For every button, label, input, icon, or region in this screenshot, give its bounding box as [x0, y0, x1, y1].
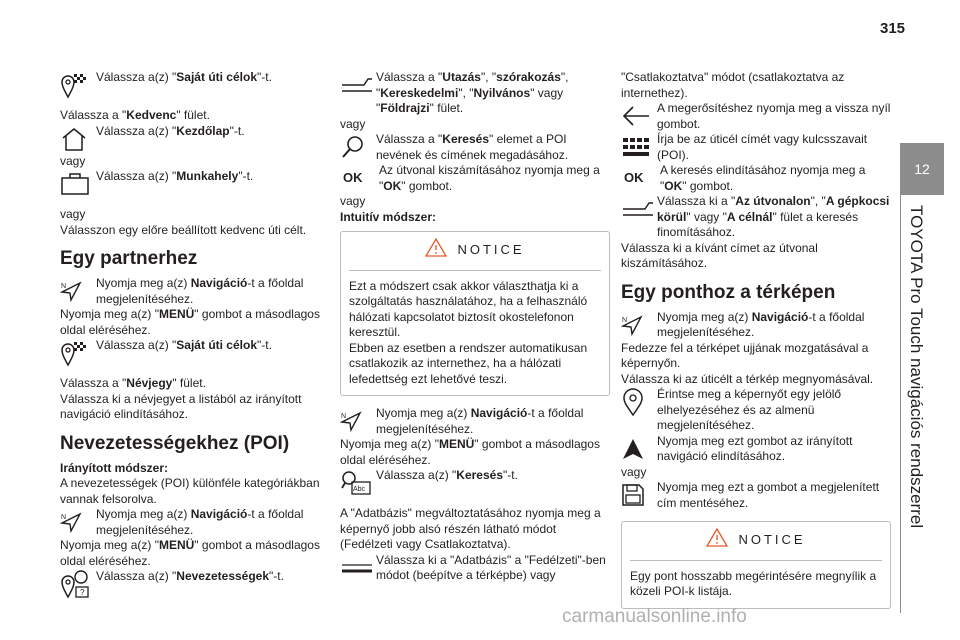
col3-l10: Érintse meg a képernyőt egy jelölő elhelyezéséhez és az almenü megjelenítéséhez.: [657, 387, 842, 432]
col1-l9: Nyomja meg a(z) "MENÜ" gombot a másodlagos oldal eléréséhez.: [60, 307, 320, 337]
watermark: carmanualsonline.info: [562, 606, 747, 627]
col1-l5: Válassza a(z) "Munkahely"-t.: [96, 169, 254, 183]
col3-l11: Nyomja meg ezt gombot az irányított navigáció elindításához.: [657, 433, 853, 463]
heading-map: Egy ponthoz a térképen: [621, 281, 836, 303]
svg-text:N: N: [61, 514, 67, 521]
col3-l5: Válassza ki a "Az útvonalon", "A gépkocsi körül" vagy "A célnál" fület a keresés finomításához.: [657, 194, 890, 239]
col1-l14: A nevezetességek (POI) különféle kategóriákban vannak felsorolva.: [60, 476, 320, 506]
notice-text: Ezt a módszert csak akkor választhatja ki a szolgáltatás használatához, ha a felhasználó hálózati kapcsolatot biztosít okostelefonon keresztül. Ebben az esetben a rendszer automatikusan csatlakozik az internethez, ha a hálózati lefedettség ezt lehetővé teszi.: [349, 278, 588, 386]
notice-box: [340, 231, 610, 396]
col3-l4: A keresés elindításához nyomja meg a "OK" gombot.: [660, 163, 866, 193]
col3-l7: Nyomja meg a(z) Navigáció-t a főoldal megjelenítéséhez.: [657, 309, 865, 339]
chapter-title: TOYOTA Pro Touch navigációs rendszerrel: [907, 205, 926, 529]
heading-poi: Nevezetességekhez (POI): [60, 432, 290, 454]
column-2: [340, 70, 610, 584]
col1-l15: Nyomja meg a(z) Navigáció-t a főoldal megjelenítéséhez.: [96, 507, 304, 537]
svg-text:N: N: [61, 283, 67, 290]
col3-l3: Írja be az úticél címét vagy kulcsszavait (POI).: [657, 132, 868, 162]
col1-l11: Válassza a "Névjegy" fület.: [60, 376, 206, 390]
tab-icon: [340, 70, 376, 100]
search-icon: [340, 132, 376, 162]
save-icon: [621, 480, 657, 510]
notice-text: Egy pont hosszabb megérintésére megnyílik a közeli POI-k listája.: [630, 568, 877, 598]
warning-icon: [425, 238, 447, 262]
col2-l8: Nyomja meg a(z) "MENÜ" gombot a másodlagos oldal eléréséhez.: [340, 437, 600, 467]
col3-l13: Nyomja meg ezt a gombot a megjelenített cím mentéséhez.: [657, 480, 880, 510]
notice-title: NOTICE: [738, 532, 806, 547]
keyboard-icon: [621, 132, 657, 162]
col3-l9: Válassza ki az úticélt a térkép megnyomásával.: [621, 371, 874, 386]
notice-box: [621, 521, 891, 609]
col1-l3: Válassza a(z) "Kezdőlap"-t.: [96, 123, 245, 138]
col1-l1: Válassza a(z) "Saját úti célok"-t.: [96, 70, 272, 84]
col2-l6: Intuitív módszer:: [340, 209, 437, 224]
col2-l11: Válassza ki a "Adatbázis" a "Fedélzeti"-ben módot (beépítve a térképbe) vagy: [376, 552, 606, 582]
col3-l8: Fedezze fel a térképet ujjának mozgatásával a képernyőn.: [621, 340, 869, 370]
my-destinations-icon: [60, 338, 96, 368]
col3-l2: A megerősítéshez nyomja meg a vissza nyíl gombot.: [657, 101, 891, 131]
svg-text:Abc: Abc: [353, 486, 366, 493]
col1-l13: Irányított módszer:: [60, 460, 169, 475]
col2-l4: Az útvonal kiszámításához nyomja meg a "OK" gombot.: [379, 163, 600, 193]
col1-l12: Válassza ki a névjegyet a listából az irányított navigáció elindításához.: [60, 391, 302, 421]
column-1: [60, 70, 330, 599]
column-3: [621, 70, 891, 619]
chapter-title-box: [906, 205, 936, 595]
svg-text:N: N: [341, 413, 347, 420]
col2-l5: vagy: [340, 194, 366, 208]
col3-l12: vagy: [621, 464, 647, 479]
heading-partner: Egy partnerhez: [60, 248, 198, 269]
col2-l3: Válassza a "Keresés" elemet a POI nevének és címének megadásához.: [376, 132, 569, 162]
work-icon: [60, 169, 96, 199]
pin-icon: [621, 387, 657, 417]
page-number: 315: [880, 20, 906, 37]
tab-icon: [621, 194, 657, 224]
navigation-icon: [621, 310, 657, 340]
ok-icon: OK: [343, 170, 363, 186]
navigate-arrow-icon: [621, 434, 657, 464]
col1-l8: Nyomja meg a(z) Navigáció-t a főoldal megjelenítéséhez.: [96, 276, 304, 306]
back-arrow-icon: [621, 101, 657, 131]
col1-l6: vagy: [60, 207, 86, 221]
col1-l16: Nyomja meg a(z) "MENÜ" gombot a másodlagos oldal eléréséhez.: [60, 538, 320, 568]
col1-l7: Válasszon egy előre beállított kedvenc úti célt.: [60, 222, 307, 237]
database-icon: [340, 553, 376, 583]
search-abc-icon: [340, 468, 376, 498]
col3-l1: "Csatlakoztatva" módot (csatlakoztatva az internethez).: [621, 70, 845, 100]
my-destinations-icon: [60, 70, 96, 100]
col1-l17: Válassza a(z) "Nevezetességek"-t.: [96, 569, 284, 583]
col2-l2: vagy: [340, 116, 366, 131]
navigation-icon: [340, 406, 376, 436]
col3-l6: Válassza ki a kívánt címet az útvonal kiszámításához.: [621, 240, 818, 270]
col2-l7: Nyomja meg a(z) Navigáció-t a főoldal megjelenítéséhez.: [376, 406, 584, 436]
home-icon: [60, 124, 96, 154]
poi-icon: [60, 569, 96, 599]
svg-text:?: ?: [80, 588, 85, 597]
chapter-tab: 12: [900, 143, 944, 195]
navigation-icon: [60, 507, 96, 537]
col1-l4: vagy: [60, 153, 86, 168]
ok-icon: OK: [624, 170, 644, 186]
col1-l10: Válassza a(z) "Saját úti célok"-t.: [96, 338, 272, 352]
navigation-icon: [60, 276, 96, 306]
col2-l9: Válassza a(z) "Keresés"-t.: [376, 468, 518, 482]
col2-l1: Válassza a "Utazás", "szórakozás", "Kereskedelmi", "Nyilvános" vagy "Földrajzi" fület.: [376, 70, 569, 115]
svg-text:N: N: [622, 316, 628, 324]
col1-l2: Válassza a "Kedvenc" fület.: [60, 108, 210, 122]
warning-icon: [706, 528, 728, 552]
notice-title: NOTICE: [457, 242, 525, 257]
col2-l10: A "Adatbázis" megváltoztatásához nyomja meg a képernyő jobb alsó részén látható módot (Fedélzeti vagy Csatlakoztatva).: [340, 506, 601, 551]
